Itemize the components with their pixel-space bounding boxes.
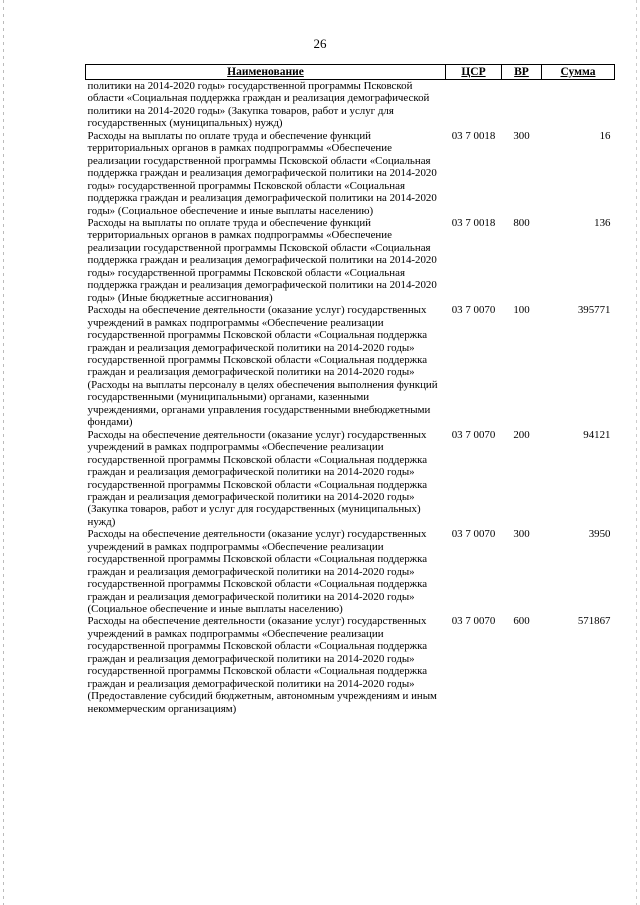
header-vr: ВР (502, 65, 542, 80)
row-sum (542, 80, 615, 130)
row-vr: 300 (513, 528, 530, 541)
row-csr: 03 7 0070 (451, 528, 496, 541)
page-number: 26 (313, 36, 327, 51)
row-name: Расходы на обеспечение деятельности (оказание услуг) государственных учреждений в рамках подпрограммы «Обеспечение реализации государственной программы Псковской области «Социальная поддержка граждан и реализация демографической политики на 2014-2020 годы» государственной программы Псковской области «Социальная поддержка граждан и реализация демографической политики на 2014-2020 годы» (Предоставление субсидий бюджетным, автономным учреждениям и иным некоммерческим организациям) (87, 615, 437, 715)
row-vr (502, 80, 542, 130)
table-row (86, 615, 615, 715)
row-csr: 03 7 0070 (451, 428, 496, 441)
row-csr: 03 7 0070 (451, 615, 496, 628)
budget-table (85, 64, 615, 715)
table-row (86, 80, 615, 130)
table-row (86, 429, 615, 529)
row-csr: 03 7 0070 (451, 304, 496, 317)
row-sum: 3950 (588, 528, 611, 541)
row-sum: 571867 (577, 615, 611, 628)
row-name: Расходы на обеспечение деятельности (оказание услуг) государственных учреждений в рамках подпрограммы «Обеспечение реализации государственной программы Псковской области «Социальная поддержка граждан и реализация демографической политики на 2014-2020 годы» государственной программы Псковской области «Социальная поддержка граждан и реализация демографической политики на 2014-2020 годы» (Социальное обеспечение и иные выплаты населению) (87, 528, 428, 616)
row-vr: 800 (513, 216, 530, 229)
table-body (86, 80, 615, 716)
row-vr: 200 (513, 428, 530, 441)
table-row (86, 217, 615, 304)
header-name: Наименование (86, 65, 446, 80)
row-name: политики на 2014-2020 годы» государственной программы Псковской области «Социальная поддержка граждан и реализация демографической политики на 2014-2020 годы» (Закупка товаров, работ и услуг для государственных (муниципальных) нужд) (87, 80, 430, 130)
scan-edge-left (3, 0, 4, 905)
header-csr: ЦСР (446, 65, 502, 80)
row-sum: 16 (599, 129, 611, 142)
row-name: Расходы на обеспечение деятельности (оказание услуг) государственных учреждений в рамках подпрограммы «Обеспечение реализации государственной программы Псковской области «Социальная поддержка граждан и реализация демографической политики на 2014-2020 годы» государственной программы Псковской области «Социальная поддержка граждан и реализация демографической политики на 2014-2020 годы» (Закупка товаров, работ и услуг для государственных (муниципальных) нужд) (87, 428, 428, 528)
row-csr (446, 80, 502, 130)
row-vr: 600 (513, 615, 530, 628)
row-csr: 03 7 0018 (451, 129, 496, 142)
table-row (86, 528, 615, 615)
table-header (86, 65, 615, 80)
table-row (86, 130, 615, 217)
row-vr: 300 (513, 129, 530, 142)
row-sum: 395771 (577, 304, 611, 317)
header-sum: Сумма (542, 65, 615, 80)
row-name: Расходы на выплаты по оплате труда и обеспечение функций территориальных органов в рамках подпрограммы «Обеспечение реализации государственной программы Псковской области «Социальная поддержка граждан и реализация демографической политики на 2014-2020 годы» государственной программы Псковской области «Социальная поддержка граждан и реализация демографической политики на 2014-2020 годы» (Иные бюджетные ассигнования) (87, 216, 437, 304)
row-sum: 136 (594, 216, 611, 229)
row-name: Расходы на выплаты по оплате труда и обеспечение функций территориальных органов в рамках подпрограммы «Обеспечение реализации государственной программы Псковской области «Социальная поддержка граждан и реализация демографической политики на 2014-2020 годы» государственной программы Псковской области «Социальная поддержка граждан и реализация демографической политики на 2014-2020 годы» (Социальное обеспечение и иные выплаты населению) (87, 129, 437, 217)
row-csr: 03 7 0018 (451, 216, 496, 229)
row-name: Расходы на обеспечение деятельности (оказание услуг) государственных учреждений в рамках подпрограммы «Обеспечение реализации государственной программы Псковской области «Социальная поддержка граждан и реализация демографической политики на 2014-2020 годы» государственной программы Псковской области «Социальная поддержка граждан и реализация демографической политики на 2014-2020 годы» (Расходы на выплаты персоналу в целях обеспечения выполнения функций государственными (муниципальными) органами, казенными учреждениями, органами управления государственными внебюджетными фондами) (87, 304, 438, 429)
row-sum: 94121 (583, 428, 611, 441)
row-vr: 100 (513, 304, 530, 317)
scan-edge-right (636, 0, 637, 905)
table-row (86, 304, 615, 429)
